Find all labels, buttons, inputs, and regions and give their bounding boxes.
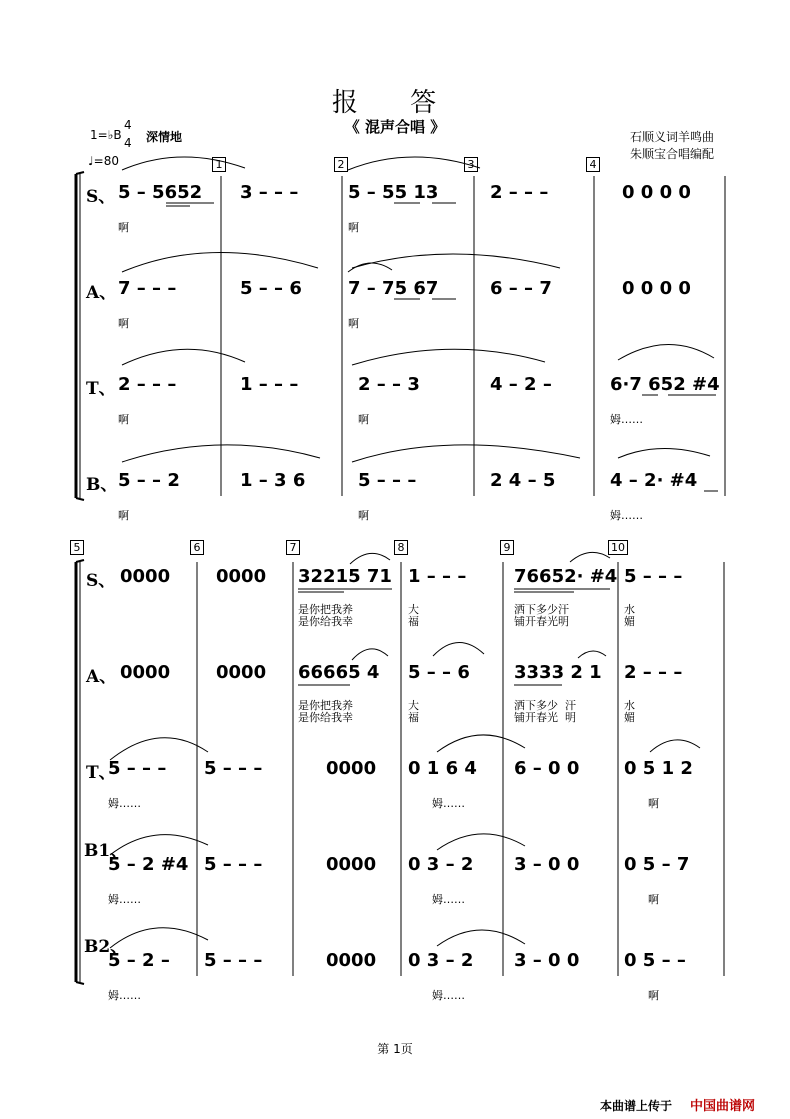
lyric: 啊 (118, 317, 129, 330)
notes-measure: 2 – – – (490, 182, 549, 203)
measure-number: 10 (608, 540, 628, 555)
lyric: 啊 (348, 221, 359, 234)
notes-measure: 0000 (216, 566, 267, 587)
notes-measure: 5 – – 6 (408, 662, 470, 683)
voice-label-tenor: T、 (86, 763, 116, 783)
notes-measure: 5 – 55 13 (348, 182, 439, 203)
voice-label-bass2: B2、 (84, 937, 128, 957)
expression-mark: 深情地 (146, 130, 183, 144)
notes-measure: 5 – – – (624, 566, 683, 587)
lyric: 啊 (648, 893, 659, 906)
tempo-mark: ♩=80 (88, 154, 119, 168)
notes-measure: 3 – – – (240, 182, 299, 203)
notes-measure: 5 – – – (204, 758, 263, 779)
site-logo[interactable]: 中国曲谱网 (690, 1099, 756, 1114)
voice-label-soprano: S、 (86, 187, 116, 207)
notes-measure: 0 0 0 0 (622, 278, 691, 299)
lyric: 啊 (118, 509, 129, 522)
page-subtitle: 《 混声合唱 》 (344, 118, 446, 136)
lyric: 啊 (358, 413, 369, 426)
notes-measure: 0 1 6 4 (408, 758, 477, 779)
lyric: 水 媚 (624, 603, 635, 628)
notes-measure: 7 – – – (118, 278, 177, 299)
lyric: 洒下多少 汗 铺开春光 明 (514, 699, 576, 724)
notes-measure: 2 – – – (624, 662, 683, 683)
time-signature-bottom: 4 (124, 136, 132, 150)
lyric: 是你把我养 是你给我幸 (298, 699, 353, 724)
lyric: 啊 (648, 989, 659, 1002)
notes-measure: 0 0 0 0 (622, 182, 691, 203)
notes-measure: 5 – 5652 (118, 182, 203, 203)
notes-measure: 0000 (216, 662, 267, 683)
notes-measure: 0 5 – 7 (624, 854, 690, 875)
page-title: 报 答 (331, 88, 459, 118)
notes-measure: 3 – 0 0 (514, 854, 580, 875)
notes-measure: 0 5 – – (624, 950, 686, 971)
notes-measure: 0000 (326, 854, 377, 875)
measure-number: 7 (286, 540, 300, 555)
time-signature-top: 4 (124, 118, 132, 132)
measure-number: 6 (190, 540, 204, 555)
upload-note: 本曲谱上传于 (600, 1099, 673, 1113)
lyric: 姆…… (108, 797, 141, 810)
lyric: 水 媚 (624, 699, 635, 724)
notes-measure: 1 – 3 6 (240, 470, 306, 491)
notes-measure: 76652· #4 (514, 566, 618, 587)
notes-measure: 5 – – – (204, 854, 263, 875)
key-signature: 1=♭B (90, 128, 122, 142)
lyric: 姆…… (610, 509, 643, 522)
notes-measure: 5 – – 6 (240, 278, 302, 299)
page-number: 第 1页 (377, 1042, 413, 1056)
notes-measure: 5 – – – (108, 758, 167, 779)
lyricist-credit: 石顺义词羊鸣曲 (630, 130, 715, 144)
lyric: 姆…… (108, 893, 141, 906)
notes-measure: 2 4 – 5 (490, 470, 556, 491)
notes-measure: 66665 4 (298, 662, 380, 683)
lyric: 姆…… (432, 797, 465, 810)
lyric: 姆…… (108, 989, 141, 1002)
notes-measure: 0000 (326, 950, 377, 971)
lyric: 啊 (118, 413, 129, 426)
notes-measure: 0 3 – 2 (408, 950, 474, 971)
lyric: 洒下多少汗 铺开春光明 (514, 603, 569, 628)
notes-measure: 6 – – 7 (490, 278, 552, 299)
measure-number: 8 (394, 540, 408, 555)
lyric: 姆…… (432, 989, 465, 1002)
notes-measure: 2 – – – (118, 374, 177, 395)
notes-measure: 5 – 2 #4 (108, 854, 189, 875)
voice-label-alto: A、 (86, 283, 117, 303)
notes-measure: 4 – 2· #4 (610, 470, 698, 491)
lyric: 啊 (348, 317, 359, 330)
notes-measure: 4 – 2 – (490, 374, 552, 395)
lyric: 大 福 (408, 699, 419, 724)
notes-measure: 0000 (120, 662, 171, 683)
notes-measure: 6·7 652 #4 (610, 374, 720, 395)
notes-measure: 0000 (120, 566, 171, 587)
lyric: 啊 (358, 509, 369, 522)
lyric: 姆…… (432, 893, 465, 906)
voice-label-bass1: B1、 (84, 841, 128, 861)
measure-number: 3 (464, 157, 478, 172)
lyric: 啊 (118, 221, 129, 234)
notes-measure: 1 – – – (408, 566, 467, 587)
lyric: 大 福 (408, 603, 419, 628)
lyric: 啊 (648, 797, 659, 810)
notes-measure: 3333 2 1 (514, 662, 602, 683)
voice-label-bass: B、 (86, 475, 118, 495)
notes-measure: 0 5 1 2 (624, 758, 693, 779)
lyric: 姆…… (610, 413, 643, 426)
notes-measure: 5 – – 2 (118, 470, 180, 491)
notes-measure: 0 3 – 2 (408, 854, 474, 875)
notes-measure: 0000 (326, 758, 377, 779)
measure-number: 5 (70, 540, 84, 555)
notes-measure: 5 – – – (358, 470, 417, 491)
notes-measure: 6 – 0 0 (514, 758, 580, 779)
arranger-credit: 朱顺宝合唱编配 (630, 147, 715, 161)
lyric: 是你把我养 是你给我幸 (298, 603, 353, 628)
notes-measure: 3 – 0 0 (514, 950, 580, 971)
notes-measure: 1 – – – (240, 374, 299, 395)
notes-measure: 7 – 75 67 (348, 278, 439, 299)
measure-number: 1 (212, 157, 226, 172)
notes-measure: 5 – – – (204, 950, 263, 971)
measure-number: 2 (334, 157, 348, 172)
voice-label-alto: A、 (86, 667, 117, 687)
notes-measure: 2 – – 3 (358, 374, 420, 395)
measure-number: 9 (500, 540, 514, 555)
voice-label-soprano: S、 (86, 571, 116, 591)
voice-label-tenor: T、 (86, 379, 116, 399)
measure-number: 4 (586, 157, 600, 172)
notes-measure: 32215 71 (298, 566, 392, 587)
notes-measure: 5 – 2 – (108, 950, 170, 971)
